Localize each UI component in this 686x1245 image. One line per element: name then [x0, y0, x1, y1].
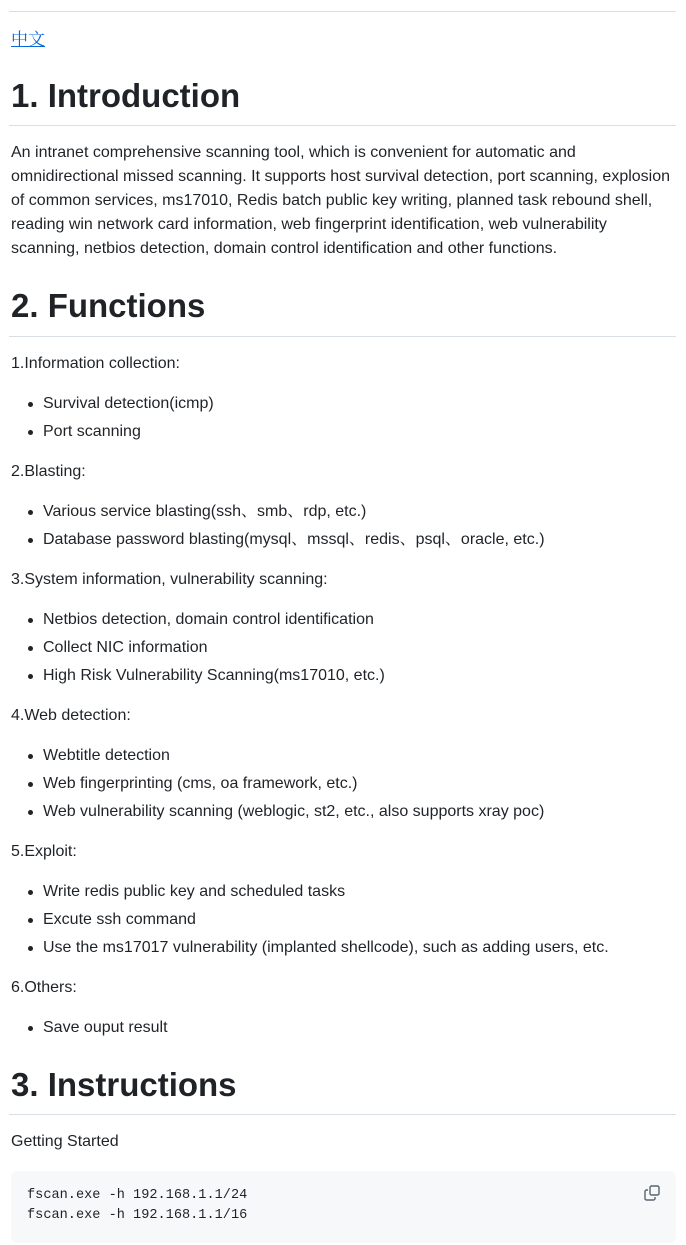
- list-item: Netbios detection, domain control identification: [11, 608, 385, 636]
- introduction-text: An intranet comprehensive scanning tool, which is convenient for automatic and omnidirectional missed scanning. It supports host survival detection, port scanning, explosion of common services, ms17010, Redis batch public key writing, planned task rebound shell, reading win network card information, web fingerprint identification, web vulnerability scanning, netbios detection, domain control identification and other functions.: [11, 144, 671, 257]
- function-group-title: 1.Information collection:: [11, 355, 180, 372]
- introduction-heading: 1. Introduction: [11, 77, 241, 114]
- function-group-list: [11, 744, 544, 828]
- function-group-list: [11, 500, 545, 556]
- list-item: Collect NIC information: [11, 636, 385, 664]
- list-item: Web vulnerability scanning (weblogic, st2, etc., also supports xray poc): [11, 800, 544, 828]
- list-item: High Risk Vulnerability Scanning(ms17010, etc.): [11, 664, 385, 692]
- function-group-list: [11, 880, 609, 964]
- function-group-title: 5.Exploit:: [11, 843, 77, 860]
- function-group-title: 3.System information, vulnerability scanning:: [11, 571, 328, 588]
- bullet-icon: [28, 674, 33, 679]
- functions-heading-divider: [9, 336, 676, 337]
- list-item: Various service blasting(ssh、smb、rdp, etc.): [11, 500, 545, 528]
- bullet-icon: [28, 618, 33, 623]
- bullet-icon: [28, 430, 33, 435]
- function-group-list: [11, 1016, 168, 1044]
- list-item: Use the ms17017 vulnerability (implanted shellcode), such as adding users, etc.: [11, 936, 609, 964]
- function-group-title: 6.Others:: [11, 979, 77, 996]
- top-divider: [9, 11, 676, 12]
- instructions-heading: 3. Instructions: [11, 1066, 237, 1103]
- bullet-icon: [28, 646, 33, 651]
- function-group-list: [11, 608, 385, 692]
- code-line: fscan.exe -h 192.168.1.1/24: [27, 1188, 248, 1203]
- list-item: Port scanning: [11, 420, 214, 448]
- list-item: Save ouput result: [11, 1016, 168, 1044]
- code-line: fscan.exe -h 192.168.1.1/16: [27, 1208, 248, 1223]
- bullet-icon: [28, 890, 33, 895]
- bullet-icon: [28, 918, 33, 923]
- function-group-list: [11, 392, 214, 448]
- bullet-icon: [28, 538, 33, 543]
- language-link-chinese[interactable]: 中文: [11, 30, 45, 50]
- list-item: Webtitle detection: [11, 744, 544, 772]
- bullet-icon: [28, 510, 33, 515]
- getting-started-label: Getting Started: [11, 1133, 119, 1150]
- code-block[interactable]: [11, 1171, 676, 1243]
- list-item: Web fingerprinting (cms, oa framework, etc.): [11, 772, 544, 800]
- instructions-heading-divider: [9, 1114, 676, 1115]
- list-item: Excute ssh command: [11, 908, 609, 936]
- function-group-title: 4.Web detection:: [11, 707, 131, 724]
- copy-button[interactable]: [639, 1181, 665, 1207]
- functions-heading: 2. Functions: [11, 287, 206, 324]
- introduction-heading-divider: [9, 125, 676, 126]
- list-item: Database password blasting(mysql、mssql、redis、psql、oracle, etc.): [11, 528, 545, 556]
- bullet-icon: [28, 1026, 33, 1031]
- bullet-icon: [28, 782, 33, 787]
- list-item: Survival detection(icmp): [11, 392, 214, 420]
- bullet-icon: [28, 810, 33, 815]
- bullet-icon: [28, 754, 33, 759]
- function-group-title: 2.Blasting:: [11, 463, 86, 480]
- bullet-icon: [28, 402, 33, 407]
- bullet-icon: [28, 946, 33, 951]
- list-item: Write redis public key and scheduled tasks: [11, 880, 609, 908]
- copy-icon: [639, 1181, 665, 1207]
